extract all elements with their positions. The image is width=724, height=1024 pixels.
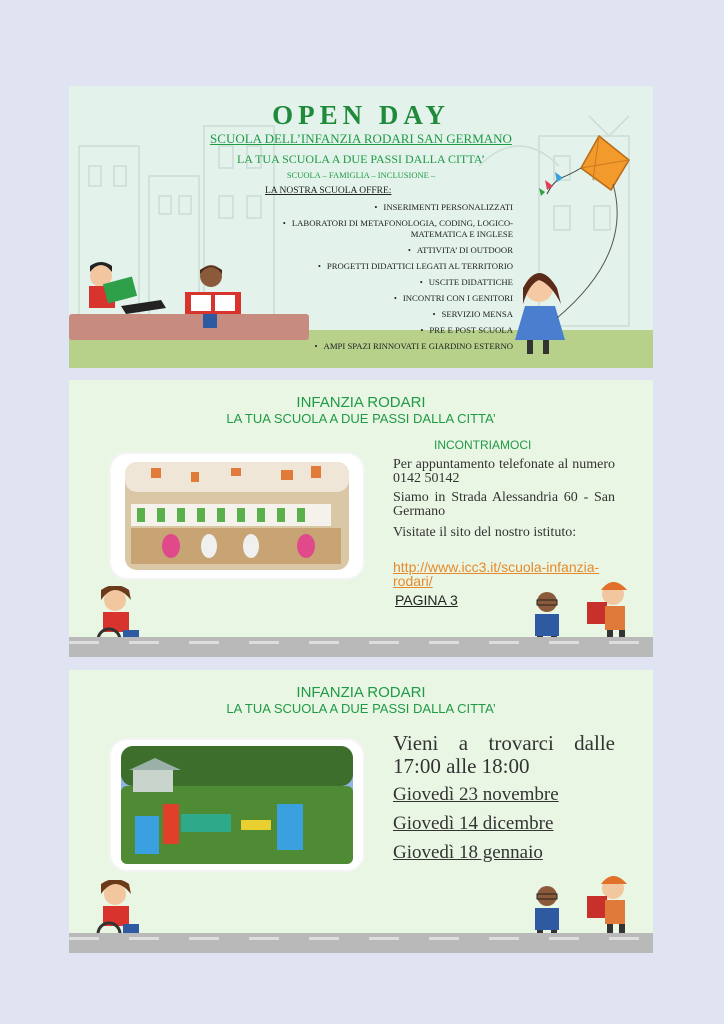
- road: [69, 933, 653, 953]
- garden-photo: [111, 740, 363, 870]
- contact-slide: [69, 380, 653, 657]
- tagline: LA TUA SCUOLA A DUE PASSI DALLA CITTA’: [236, 152, 486, 166]
- open-day-date: Giovedì 23 novembre: [393, 784, 559, 805]
- list-item: • LABORATORI DI METAFONOLOGIA, CODING, LOGICO-MATEMATICA E INGLESE: [282, 218, 513, 239]
- school-title: INFANZIA RODARI: [296, 394, 426, 411]
- list-item: • AMPI SPAZI RINNOVATI E GIARDINO ESTERNO: [314, 341, 513, 351]
- section-heading: INCONTRIAMOCI: [434, 438, 532, 452]
- list-item: • PRE E POST SCUOLA: [420, 325, 513, 335]
- offer-heading: LA NOSTRA SCUOLA OFFRE:: [265, 186, 392, 196]
- garden-photo-frame: [111, 740, 363, 870]
- classroom-photo-frame: [111, 454, 363, 578]
- school-name: SCUOLA DELL’INFANZIA RODARI SAN GERMANO: [210, 131, 512, 146]
- phone-text: Per appuntamento telefonate al numero 0142 50142: [393, 457, 615, 486]
- classroom-photo: [111, 454, 363, 578]
- tagline: LA TUA SCUOLA A DUE PASSI DALLA CITTA’: [226, 701, 496, 716]
- offer-list: [233, 202, 513, 357]
- list-item: • PROGETTI DIDATTICI LEGATI AL TERRITORIO: [317, 261, 513, 271]
- visit-hours-text: Vieni a trovarci dalle 17:00 alle 18:00: [393, 731, 615, 778]
- school-website-link[interactable]: http://www.icc3.it/scuola-infanzia-rodari/: [393, 559, 600, 589]
- pillars: SCUOLA – FAMIGLIA – INCLUSIONE –: [286, 170, 436, 180]
- open-day-title: OPEN DAY: [272, 100, 450, 130]
- list-item: • INSERIMENTI PERSONALIZZATI: [374, 202, 513, 212]
- address-text: Siamo in Strada Alessandria 60 - San Germano: [393, 490, 615, 519]
- tagline: LA TUA SCUOLA A DUE PASSI DALLA CITTA’: [226, 411, 496, 426]
- reading-child-illustration: [81, 258, 171, 318]
- school-title: INFANZIA RODARI: [296, 684, 426, 701]
- open-day-dates-slide: [69, 670, 653, 953]
- site-text: Visitate il sito del nostro istituto:: [393, 525, 577, 540]
- list-item: • USCITE DIDATTICHE: [419, 277, 513, 287]
- list-item: • ATTIVITA’ DI OUTDOOR: [407, 245, 513, 255]
- page-label: PAGINA 3: [395, 592, 458, 608]
- road: [69, 637, 653, 657]
- list-item: • INCONTRI CON I GENITORI: [393, 293, 513, 303]
- open-day-slide: [69, 86, 653, 368]
- open-day-date: Giovedì 18 gennaio: [393, 842, 543, 863]
- open-day-date: Giovedì 14 dicembre: [393, 813, 554, 834]
- list-item: • SERVIZIO MENSA: [432, 309, 513, 319]
